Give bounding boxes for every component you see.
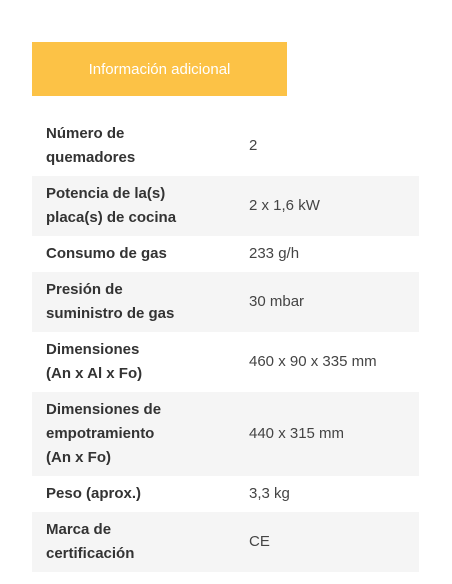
- table-row: [32, 236, 419, 272]
- table-row: [32, 116, 419, 176]
- spec-value: 233 g/h: [249, 245, 300, 262]
- spec-value: 3,3 kg: [249, 485, 290, 502]
- table-row: [32, 392, 419, 476]
- spec-label: Presión de suministro de gas: [46, 281, 175, 322]
- additional-info-tab[interactable]: [32, 42, 287, 96]
- spec-label: Consumo de gas: [46, 245, 167, 262]
- table-row: [32, 332, 419, 392]
- spec-value: 460 x 90 x 335 mm: [249, 353, 377, 370]
- spec-value: 440 x 315 mm: [249, 425, 345, 442]
- specifications-table: [32, 116, 419, 572]
- spec-label: Número de quemadores: [46, 125, 136, 166]
- table-row: [32, 512, 419, 572]
- spec-value: CE: [249, 533, 270, 550]
- spec-value: 2 x 1,6 kW: [249, 197, 320, 214]
- spec-label: Dimensiones de empotramiento (An x Fo): [46, 401, 162, 466]
- table-row: [32, 476, 419, 512]
- additional-info-tab-label: Información adicional: [88, 60, 231, 78]
- table-row: [32, 272, 419, 332]
- spec-label: Peso (aprox.): [46, 485, 142, 502]
- spec-label: Marca de certificación: [46, 521, 135, 562]
- spec-label: Potencia de la(s) placa(s) de cocina: [46, 185, 177, 226]
- spec-value: 2: [249, 137, 258, 154]
- spec-value: 30 mbar: [249, 293, 305, 310]
- spec-label: Dimensiones (An x Al x Fo): [46, 341, 143, 382]
- table-row: [32, 176, 419, 236]
